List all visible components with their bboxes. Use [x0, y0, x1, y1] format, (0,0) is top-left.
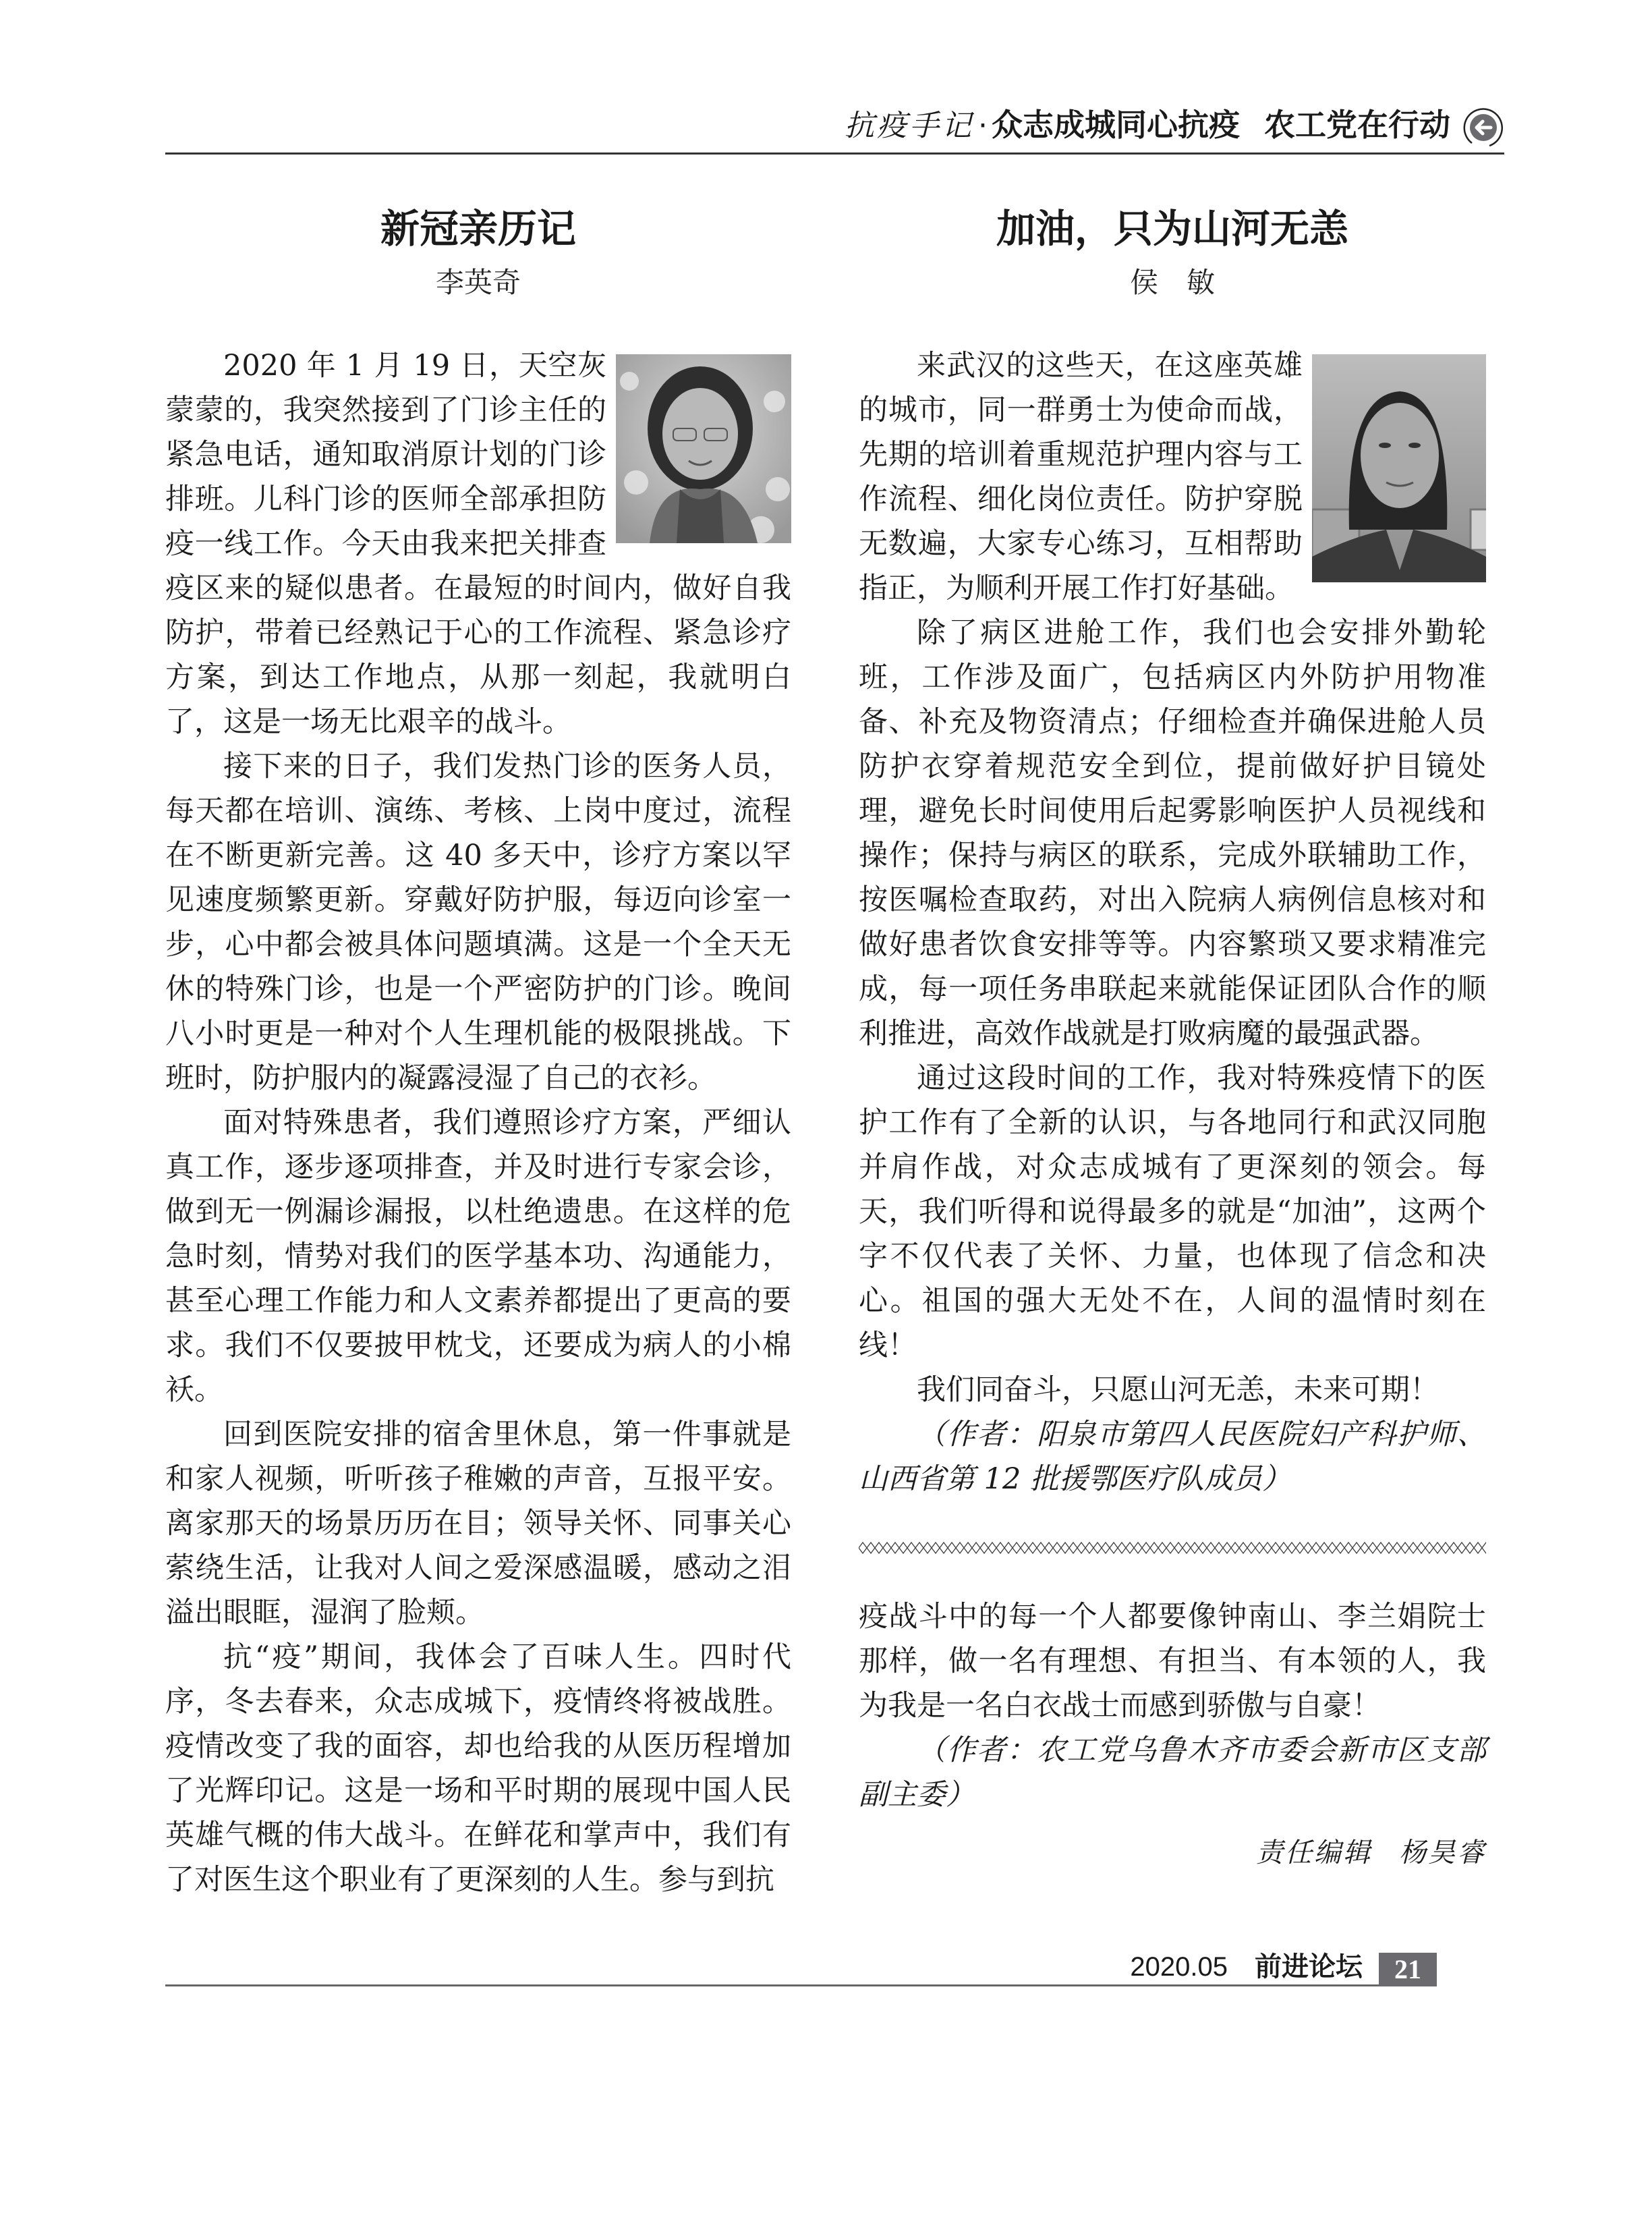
page: [165, 0, 1504, 2027]
issue-date: 2020.05: [1130, 1952, 1228, 1982]
paragraph: 2020 年 1 月 19 日，天空灰蒙蒙的，我突然接到了门诊主任的紧急电话，通知取消原计划的门诊排班。儿科门诊的医师全部承担防疫一线工作。今天由我来把关排查疫区来的疑似患者。在最短的时间内，做好自我防护，带着已经熟记于心的工作流程、紧急诊疗方案，到达工作地点，从那一刻起，我就明白了，这是一场无比艰辛的战斗。: [165, 349, 791, 739]
editor-label: 责任编辑: [1256, 1837, 1372, 1868]
paragraph: 来武汉的这些天，在这座英雄的城市，同一群勇士为使命而战，先期的培训着重规范护理内容与工作流程、细化岗位责任。防护穿脱无数遍，大家专心练习，互相帮助指正，为顺利开展工作打好基础。: [859, 349, 1303, 605]
author-photo-right: [1312, 354, 1486, 582]
article-author-left: 李英奇: [435, 266, 521, 299]
editor-credit: [859, 1831, 1486, 1875]
paragraph: 抗“疫”期间，我体会了百味人生。四时代序，冬去春来，众志成城下，疫情终将被战胜。疫情改变了我的面容，却也给我的从医历程增加了光辉印记。这是一场和平时期的展现中国人民英雄气概的伟大战斗。在鲜花和掌声中，我们有了对医生这个职业有了更深刻的人生。参与到抗: [165, 1640, 791, 1897]
article-title-left: 新冠亲历记: [380, 206, 576, 252]
paragraph: 我们同奋斗，只愿山河无恙，未来可期！: [917, 1373, 1439, 1407]
circle-left-arrow-icon: [1462, 107, 1504, 148]
editor-name: 杨昊睿: [1399, 1837, 1486, 1868]
decorative-divider: [859, 1542, 1486, 1554]
footer-info: [1130, 1949, 1363, 1984]
left-column: [165, 202, 791, 1902]
article-body-left: [165, 343, 791, 1902]
header-separator: ·: [978, 109, 988, 143]
portrait-image: [1312, 354, 1486, 582]
page-number: 21: [1379, 1953, 1437, 1986]
footer: [165, 1949, 1437, 1986]
author-note-left: （作者：农工党乌鲁木齐市委会新市区支部副主委）: [859, 1733, 1486, 1812]
author-note-right: （作者：阳泉市第四人民医院妇产科护师、山西省第 12 批援鄂医疗队成员）: [859, 1418, 1486, 1496]
paragraph: 接下来的日子，我们发热门诊的医务人员，每天都在培训、演练、考核、上岗中度过，流程在不断更新完善。这 40 多天中，诊疗方案以罕见速度频繁更新。穿戴好防护服，每迈向诊室一步，心中都会被具体问题填满。这是一个全天无休的特殊门诊，也是一个严密防护的门诊。晚间八小时更是一种对个人生理机能的极限挑战。下班时，防护服内的凝露浸湿了自己的衣衫。: [165, 750, 791, 1095]
running-header: [845, 101, 1450, 148]
article-title-right: 加油，只为山河无恙: [996, 206, 1348, 252]
header-slogan-1: 众志成城同心抗疫: [992, 107, 1240, 143]
author-photo-left: [616, 354, 791, 543]
paragraph: 面对特殊患者，我们遵照诊疗方案，严细认真工作，逐步逐项排查，并及时进行专家会诊，做到无一例漏诊漏报，以杜绝遗患。在这样的危急时刻，情势对我们的医学基本功、沟通能力，甚至心理工作能力和人文素养都提出了更高的要求。我们不仅要披甲枕戈，还要成为病人的小棉袄。: [165, 1106, 791, 1407]
magazine-name: 前进论坛: [1255, 1951, 1363, 1982]
two-column-layout: [165, 202, 1504, 1902]
paragraph: 通过这段时间的工作，我对特殊疫情下的医护工作有了全新的认识，与各地同行和武汉同胞并肩作战，对众志成城有了更深刻的领会。每天，我们听得和说得最多的就是“加油”，这两个字不仅代表了关怀、力量，也体现了信念和决心。祖国的强大无处不在，人间的温情时刻在线！: [859, 1061, 1486, 1362]
paragraph: 回到医院安排的宿舍里休息，第一件事就是和家人视频，听听孩子稚嫩的声音，互报平安。离家那天的场景历历在目；领导关怀、同事关心萦绕生活，让我对人间之爱深感温暖，感动之泪溢出眼眶，湿润了脸颊。: [165, 1418, 791, 1630]
paragraph: 除了病区进舱工作，我们也会安排外勤轮班，工作涉及面广，包括病区内外防护用物准备、补充及物资清点；仔细检查并确保进舱人员防护衣穿着规范安全到位，提前做好护目镜处理，避免长时间使用后起雾影响医护人员视线和操作；保持与病区的联系，完成外联辅助工作，按医嘱检查取药，对出入院病人病例信息核对和做好患者饮食安排等等。内容繁琐又要求精准完成，每一项任务串联起来就能保证团队合作的顺利推进，高效作战就是打败病魔的最强武器。: [859, 616, 1486, 1051]
running-header-bar: [165, 101, 1504, 155]
header-slogan-2: 农工党在行动: [1264, 107, 1450, 143]
right-column: [859, 202, 1486, 1902]
paragraph: 疫战斗中的每一个人都要像钟南山、李兰娟院士那样，做一名有理想、有担当、有本领的人，我为我是一名白衣战士而感到骄傲与自豪！: [859, 1600, 1486, 1723]
article-continuation-left: [859, 1594, 1486, 1817]
portrait-image: [616, 354, 791, 543]
section-label: 抗疫手记: [845, 109, 974, 143]
article-author-right: 侯 敏: [1129, 266, 1215, 299]
article-body-right: [859, 343, 1486, 1501]
